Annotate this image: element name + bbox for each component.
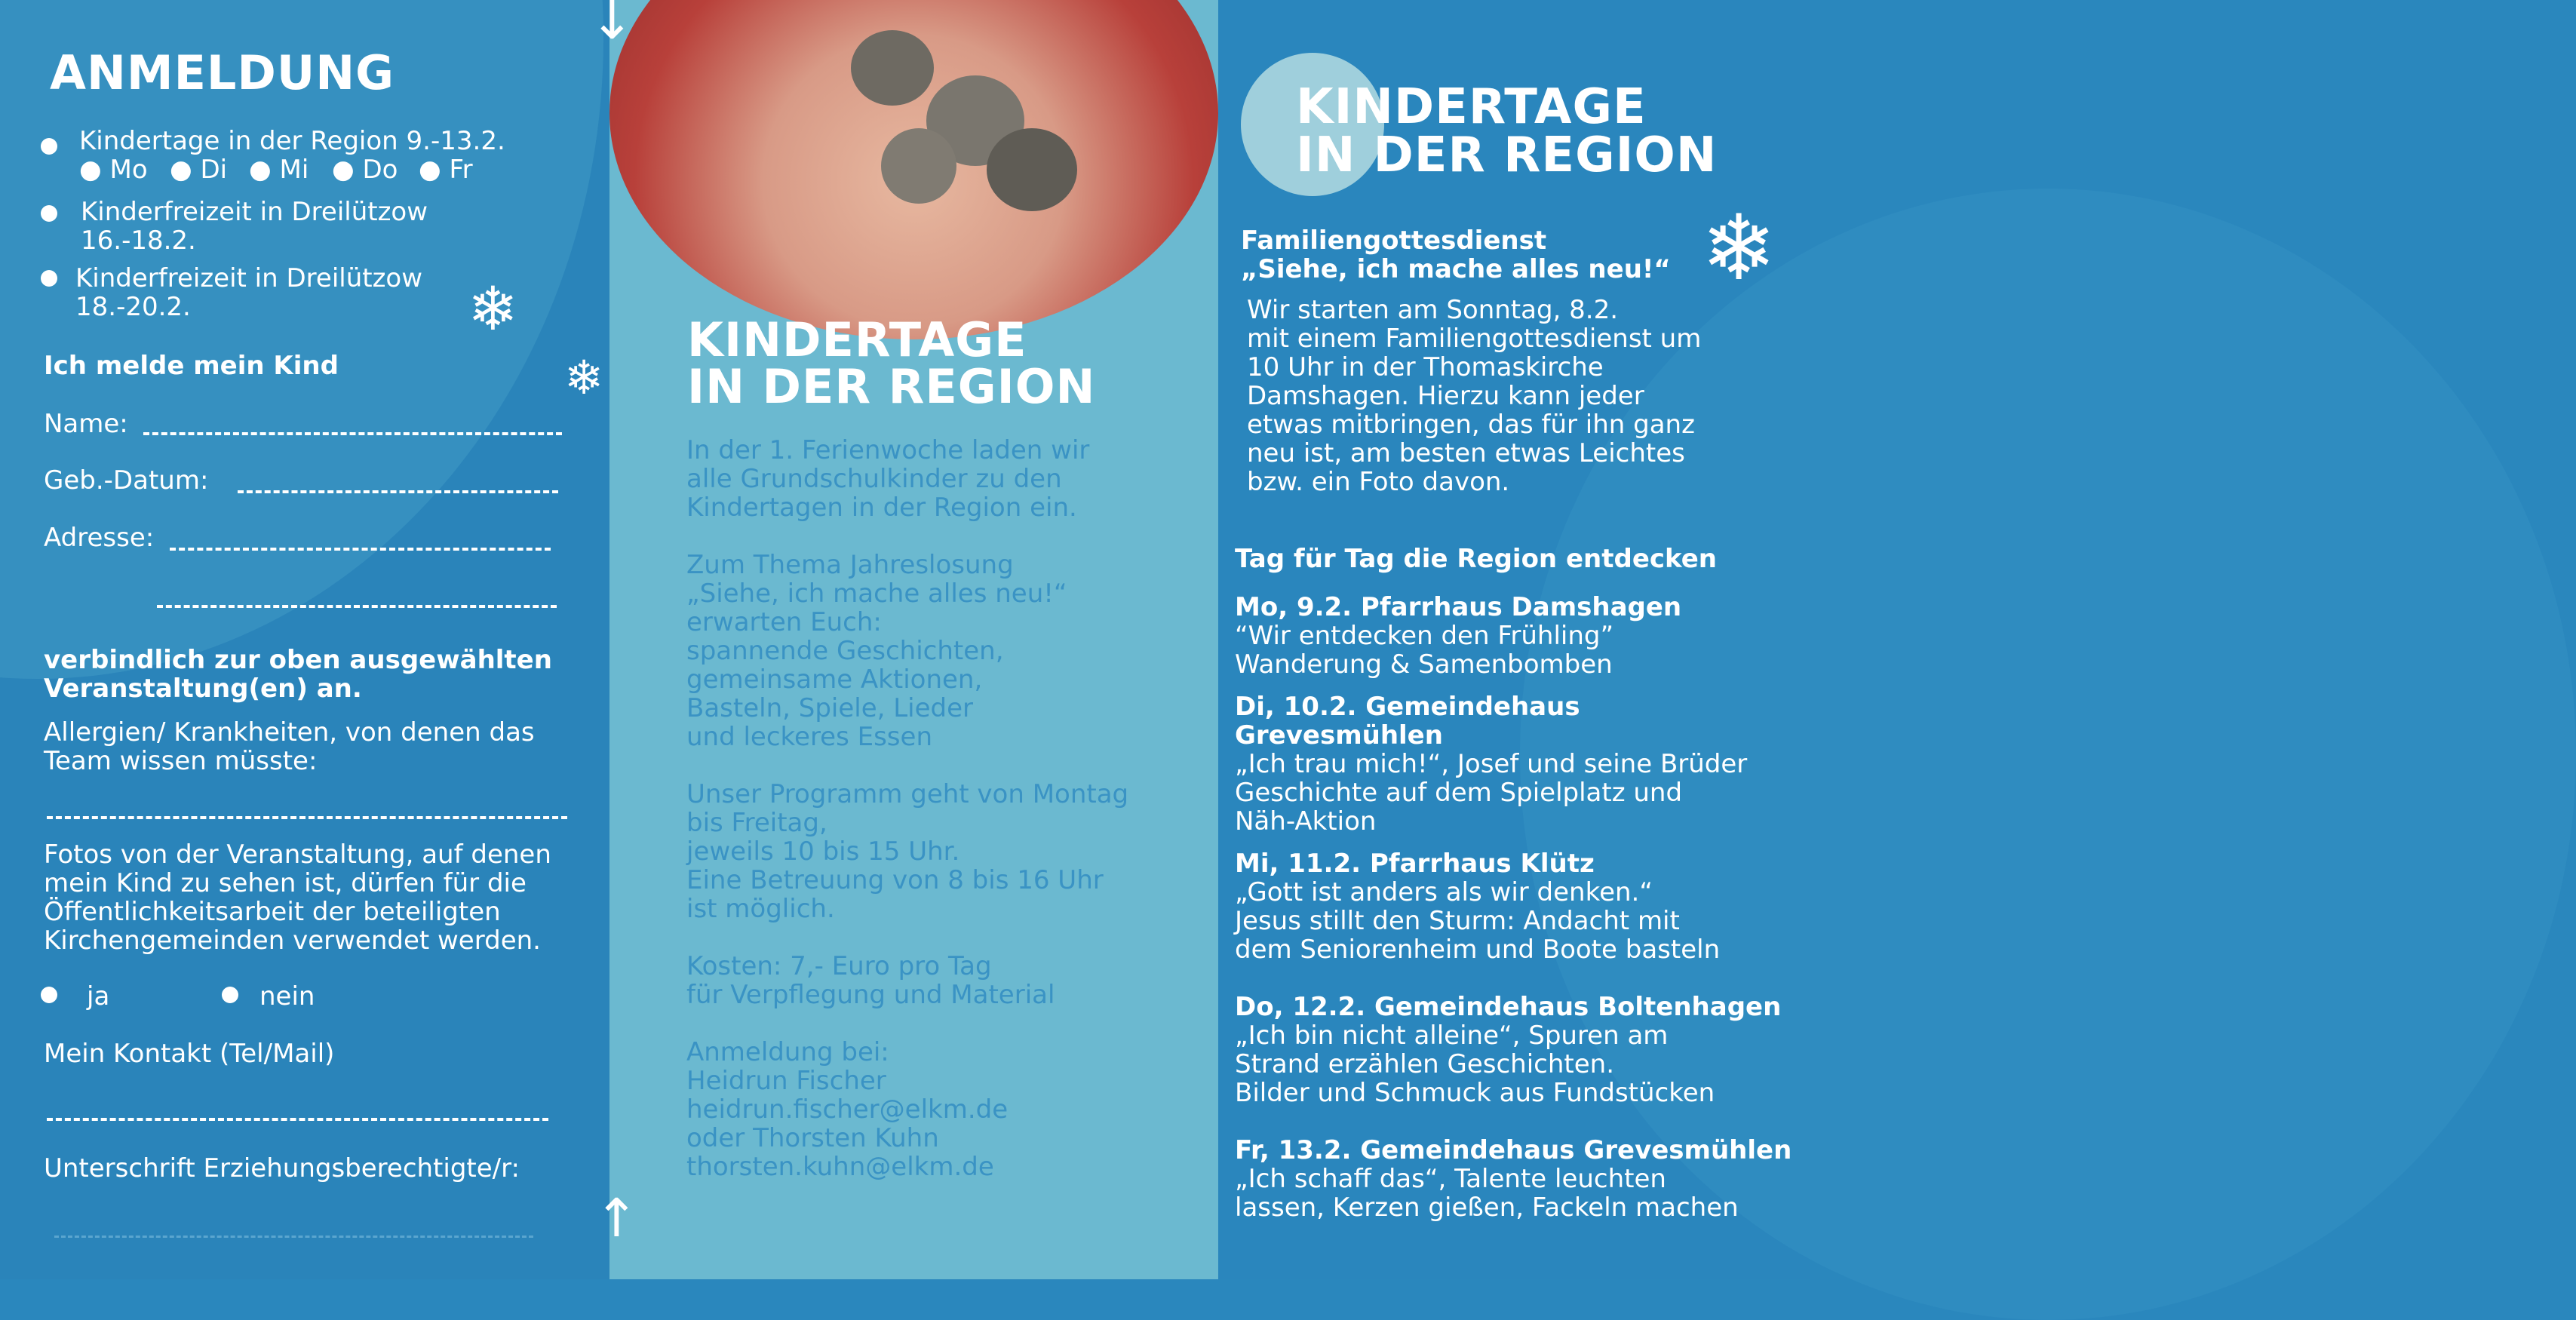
birth-field[interactable] [238, 490, 558, 493]
name-label: Name: [44, 409, 128, 439]
allergies-label: Allergien/ Krankheiten, von denen das Team wissen müsste: [44, 717, 535, 776]
day-heading: Mi, 11.2. Pfarrhaus Klütz [1235, 849, 1595, 879]
option-kindertage: Kindertage in der Region 9.-13.2. [79, 126, 505, 156]
radio-yes[interactable] [41, 987, 57, 1003]
snowflake-icon: ❄ [468, 274, 519, 344]
address-field-2[interactable] [157, 605, 557, 608]
intro-paragraph: In der 1. Ferienwoche laden wir alle Grundschulkinder zu den Kindertagen in der Region ein. [686, 435, 1090, 523]
checkbox-freizeit-2[interactable] [41, 270, 57, 287]
service-text: Wir starten am Sonntag, 8.2. mit einem Familiengottesdienst um 10 Uhr in der Thomaskirche Damshagen. Hierzu kann jeder etwas mitbringen, das für ihn ganz neu ist, am besten etwas Leichtes bzw. ein Foto davon. [1247, 295, 1702, 497]
day-text: „Gott ist anders als wir denken.“ Jesus stillt den Sturm: Andacht mit dem Seniorenheim und Boote basteln [1235, 877, 1721, 965]
right-title: KINDERTAGE IN DER REGION [1296, 79, 1718, 183]
snowflake-icon: ❄ [564, 350, 603, 405]
shell [881, 128, 956, 204]
contact-paragraph: Anmeldung bei: Heidrun Fischer heidrun.fischer@elkm.de oder Thorsten Kuhn thorsten.kuhn@elkm.de [686, 1037, 1009, 1182]
registration-title: ANMELDUNG [50, 45, 395, 100]
days-title: Tag für Tag die Region entdecken [1235, 544, 1718, 574]
info-panel [590, 0, 1218, 1279]
fold-arrow-up-icon: ↑ [594, 1187, 639, 1249]
radio-no[interactable] [222, 987, 238, 1003]
fold-arrow-down-icon: ↓ [590, 0, 634, 51]
checkbox-kindertage[interactable] [41, 138, 57, 155]
info-text [686, 436, 1128, 1181]
day-heading: Fr, 13.2. Gemeindehaus Grevesmühlen [1235, 1135, 1792, 1165]
day-mo[interactable]: ● Mo [79, 155, 148, 185]
birth-label: Geb.-Datum: [44, 465, 209, 496]
contact-label: Mein Kontakt (Tel/Mail) [44, 1039, 335, 1069]
option-freizeit-2: Kinderfreizeit in Dreilützow 18.-20.2. [75, 263, 423, 322]
shell [851, 30, 934, 106]
schedule-paragraph: Unser Programm geht von Montag bis Freitag, jeweils 10 bis 15 Uhr. Eine Betreuung von 8 bis 16 Uhr ist möglich. [686, 779, 1129, 924]
photo-hands-with-snail-shells [609, 0, 1218, 339]
day-options [79, 155, 473, 184]
allergies-field[interactable] [47, 816, 567, 819]
registration-panel [0, 0, 609, 1279]
day-do[interactable]: ● Do [332, 155, 398, 185]
service-title: Familiengottesdienst „Siehe, ich mache alles neu!“ [1241, 226, 1671, 284]
day-text: “Wir entdecken den Frühling” Wanderung & Samenbomben [1235, 621, 1614, 680]
cost-paragraph: Kosten: 7,- Euro pro Tag für Verpflegung und Material [686, 951, 1055, 1010]
day-item [1235, 692, 1797, 836]
signature-label: Unterschrift Erziehungsberechtigte/r: [44, 1153, 520, 1183]
theme-paragraph: Zum Thema Jahreslosung „Siehe, ich mache alles neu!“ erwarten Euch: spannende Geschichten, gemeinsame Aktionen, Basteln, Spiele, Lieder und leckeres Essen [686, 550, 1067, 752]
day-di[interactable]: ● Di [170, 155, 228, 185]
day-item [1235, 593, 1797, 679]
day-item [1235, 849, 1797, 964]
option-freizeit-1: Kinderfreizeit in Dreilützow 16.-18.2. [81, 197, 428, 256]
checkbox-freizeit-1[interactable] [41, 205, 57, 222]
address-label: Adresse: [44, 523, 155, 553]
form-subtitle: Ich melde mein Kind [44, 351, 339, 381]
signature-field[interactable] [54, 1236, 533, 1238]
no-label: nein [259, 981, 315, 1011]
program-panel [1218, 0, 1810, 1279]
name-field[interactable] [143, 432, 562, 435]
day-text: „Ich schaff das“, Talente leuchten lassen, Kerzen gießen, Fackeln machen [1235, 1164, 1739, 1223]
binding-text: verbindlich zur oben ausgewählten Veranstaltung(en) an. [44, 645, 552, 704]
address-field[interactable] [170, 548, 551, 551]
day-heading: Di, 10.2. Gemeindehaus Grevesmühlen [1235, 692, 1580, 751]
day-item [1235, 993, 1797, 1107]
day-heading: Mo, 9.2. Pfarrhaus Damshagen [1235, 592, 1682, 622]
day-item [1235, 1136, 1797, 1222]
middle-title: KINDERTAGE IN DER REGION [687, 312, 1096, 414]
yes-label: ja [87, 981, 110, 1011]
day-text: „Ich bin nicht alleine“, Spuren am Strand erzählen Geschichten. Bilder und Schmuck aus Fundstücken [1235, 1021, 1715, 1108]
contact-field[interactable] [47, 1118, 548, 1121]
photos-text: Fotos von der Veranstaltung, auf denen mein Kind zu sehen ist, dürfen für die Öffentlichkeitsarbeit der beteiligten Kirchengemeinden verwendet werden. [44, 840, 551, 956]
day-mi[interactable]: ● Mi [249, 155, 309, 185]
day-list [1235, 593, 1797, 1222]
day-fr[interactable]: ● Fr [419, 155, 473, 185]
day-text: „Ich trau mich!“, Josef und seine Brüder Geschichte auf dem Spielplatz und Näh-Aktion [1235, 749, 1748, 837]
day-heading: Do, 12.2. Gemeindehaus Boltenhagen [1235, 992, 1782, 1022]
snowflake-icon: ❄ [1701, 196, 1777, 301]
shell [987, 128, 1077, 211]
